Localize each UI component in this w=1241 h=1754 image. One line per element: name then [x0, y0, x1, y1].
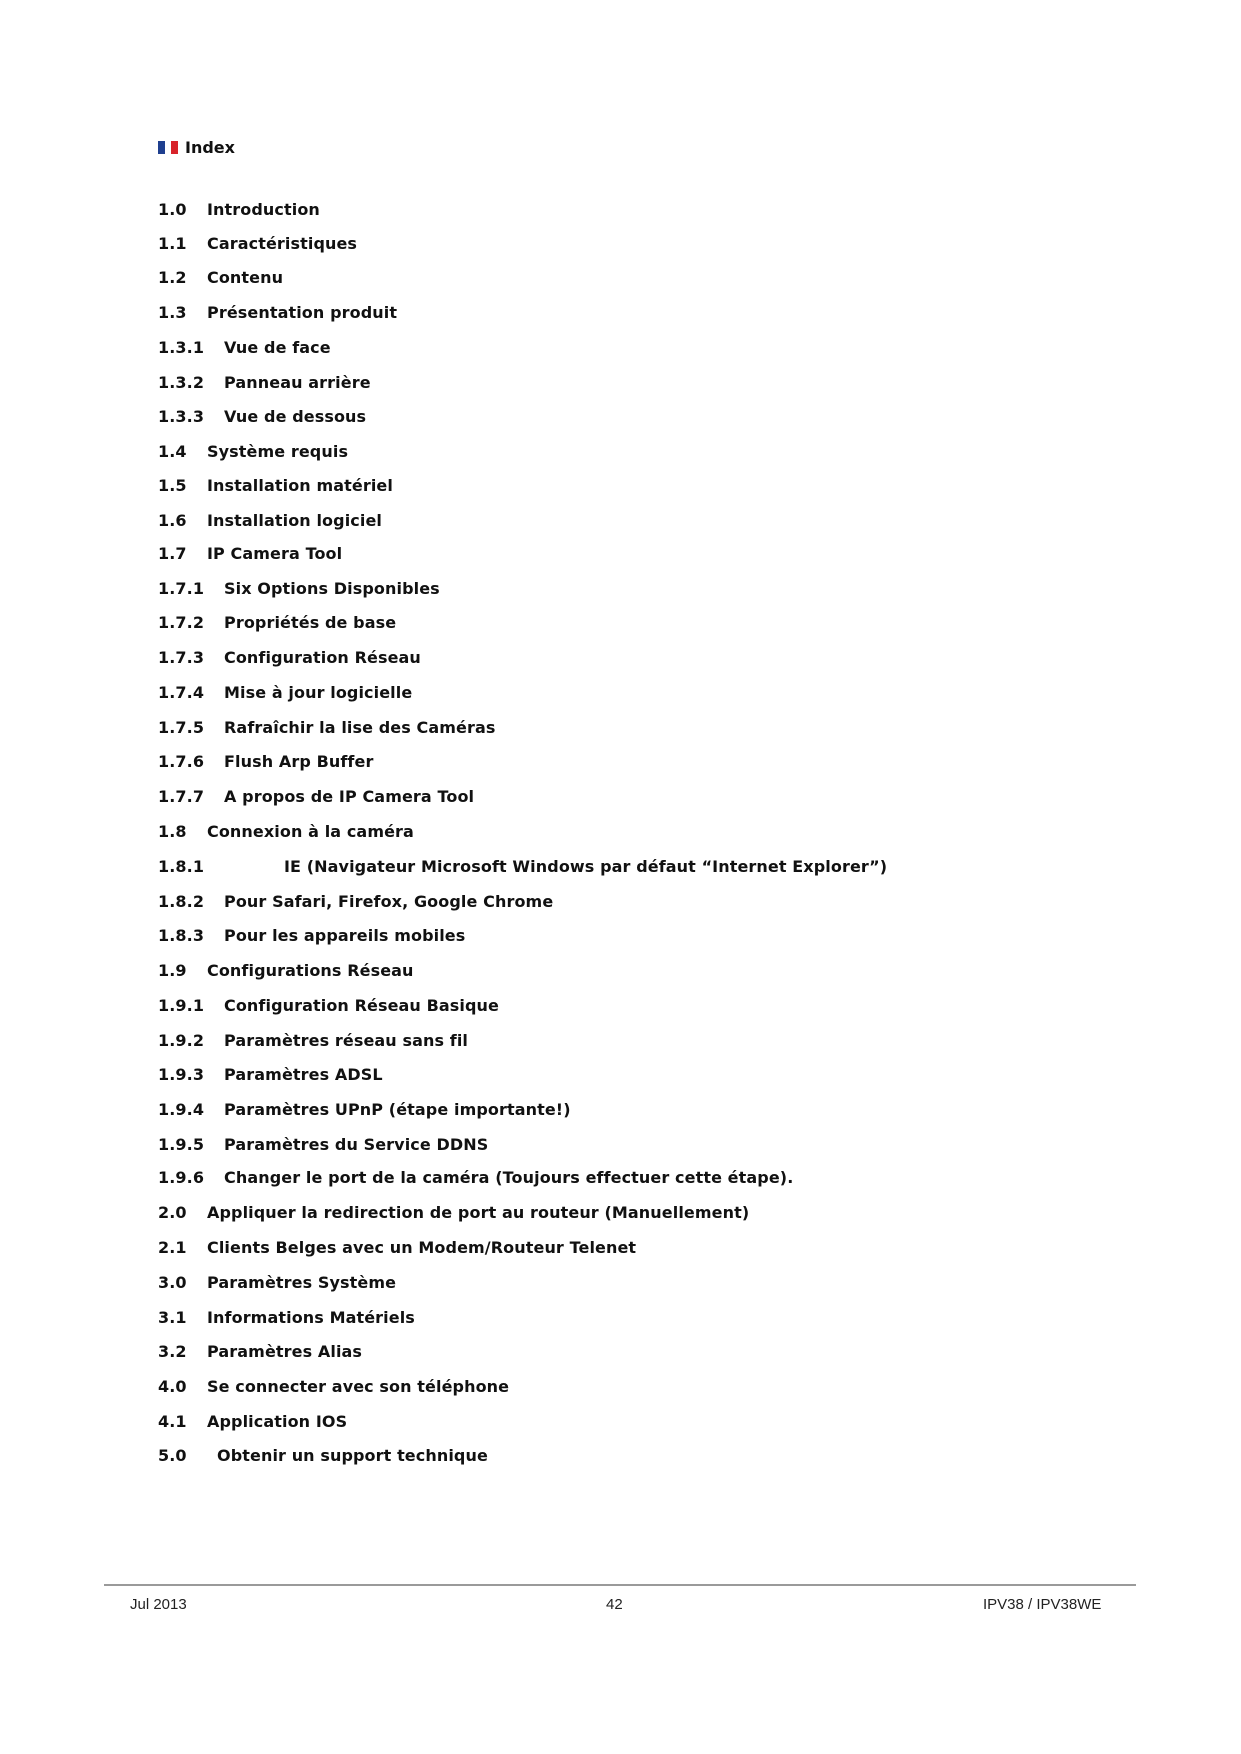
toc-item-title: Flush Arp Buffer	[224, 751, 374, 771]
footer-date: Jul 2013	[130, 1596, 187, 1613]
toc-item-number: 1.4	[158, 441, 187, 461]
toc-item-number: 1.9.2	[158, 1030, 205, 1050]
toc-item[interactable]	[158, 577, 440, 599]
toc-item-number: 1.9.5	[158, 1134, 205, 1154]
toc-item-number: 1.0	[158, 199, 187, 219]
toc-item-title: Présentation produit	[207, 302, 398, 322]
toc-item-title: Informations Matériels	[207, 1307, 415, 1327]
toc-item-title: Propriétés de base	[224, 612, 397, 632]
toc-item-number: 1.3.2	[158, 372, 205, 392]
toc-item[interactable]	[158, 1236, 636, 1258]
toc-item[interactable]	[158, 681, 412, 703]
toc-item-number: 1.7	[158, 543, 187, 563]
toc-item[interactable]	[158, 646, 421, 668]
toc-item-number: 1.7.3	[158, 647, 205, 667]
toc-item[interactable]	[158, 855, 887, 877]
toc-item-title: Configuration Réseau Basique	[224, 995, 499, 1015]
toc-item-number: 5.0	[158, 1445, 187, 1465]
toc-item-number: 3.1	[158, 1307, 187, 1327]
toc-item-number: 1.9	[158, 960, 187, 980]
toc-item-title: Configuration Réseau	[224, 647, 421, 667]
toc-item-title: Installation logiciel	[207, 510, 382, 530]
toc-item[interactable]	[158, 716, 496, 738]
toc-item-number: 4.1	[158, 1411, 187, 1431]
toc-item-title: Application IOS	[207, 1411, 348, 1431]
toc-item-title: Paramètres réseau sans fil	[224, 1030, 468, 1050]
footer-page-number: 42	[606, 1596, 623, 1613]
toc-item-number: 1.6	[158, 510, 187, 530]
toc-item-number: 2.1	[158, 1237, 187, 1257]
toc-item[interactable]	[158, 405, 366, 427]
toc-item[interactable]	[158, 232, 357, 254]
toc-item-number: 1.9.3	[158, 1064, 205, 1084]
flag-stripe-blue	[158, 141, 165, 154]
index-title: Index	[185, 138, 235, 157]
toc-item[interactable]	[158, 890, 553, 912]
toc-item-title: Mise à jour logicielle	[224, 682, 413, 702]
toc-item[interactable]	[158, 371, 371, 393]
toc-item-title: Six Options Disponibles	[224, 578, 440, 598]
toc-item-number: 1.2	[158, 267, 187, 287]
toc-item-title: Système requis	[207, 441, 349, 461]
toc-item-number: 1.3.3	[158, 406, 205, 426]
toc-item-number: 1.7.7	[158, 786, 205, 806]
toc-item-title: Installation matériel	[207, 475, 393, 495]
toc-item[interactable]	[158, 1133, 488, 1155]
toc-item[interactable]	[158, 994, 499, 1016]
toc-item-title: Configurations Réseau	[207, 960, 414, 980]
toc-item-title: Pour les appareils mobiles	[224, 925, 466, 945]
toc-item-title: Paramètres UPnP (étape importante!)	[224, 1099, 571, 1119]
toc-item-title: A propos de IP Camera Tool	[224, 786, 475, 806]
toc-item-number: 1.8.3	[158, 925, 205, 945]
toc-item[interactable]	[158, 1271, 396, 1293]
toc-item-title: IP Camera Tool	[207, 543, 343, 563]
toc-item-number: 1.8.2	[158, 891, 205, 911]
toc-item-title: Caractéristiques	[207, 233, 358, 253]
footer-divider	[104, 1584, 1136, 1586]
toc-item[interactable]	[158, 440, 348, 462]
toc-item-title: Introduction	[207, 199, 320, 219]
toc-item[interactable]	[158, 1063, 383, 1085]
toc-item-number: 1.7.4	[158, 682, 205, 702]
toc-item-number: 1.7.5	[158, 717, 205, 737]
toc-item-number: 1.7.2	[158, 612, 205, 632]
toc-item-number: 1.8	[158, 821, 187, 841]
toc-item-title: Paramètres Système	[207, 1272, 397, 1292]
toc-item[interactable]	[158, 1340, 362, 1362]
toc-item[interactable]	[158, 198, 320, 220]
toc-item-number: 1.9.4	[158, 1099, 205, 1119]
toc-item[interactable]	[158, 1166, 793, 1188]
toc-item-title: Paramètres ADSL	[224, 1064, 383, 1084]
toc-item-number: 1.3.1	[158, 337, 205, 357]
toc-item[interactable]	[158, 959, 414, 981]
toc-item-title: Obtenir un support technique	[217, 1445, 488, 1465]
flag-stripe-red	[171, 141, 178, 154]
toc-item-title: Changer le port de la caméra (Toujours effectuer cette étape).	[224, 1167, 794, 1187]
toc-item-title: Se connecter avec son téléphone	[207, 1376, 510, 1396]
toc-item-title: Clients Belges avec un Modem/Routeur Telenet	[207, 1237, 637, 1257]
toc-item-title: Paramètres Alias	[207, 1341, 363, 1361]
toc-item[interactable]	[158, 1098, 571, 1120]
toc-item-number: 1.7.1	[158, 578, 205, 598]
toc-item-number: 2.0	[158, 1202, 187, 1222]
toc-item[interactable]	[158, 750, 373, 772]
flag-stripe-white	[165, 141, 172, 154]
index-heading	[158, 138, 235, 157]
toc-item[interactable]	[158, 509, 382, 531]
toc-item-number: 1.1	[158, 233, 187, 253]
toc-item[interactable]	[158, 1375, 509, 1397]
toc-item-title: Vue de dessous	[224, 406, 367, 426]
toc-item[interactable]	[158, 1410, 347, 1432]
toc-item[interactable]	[158, 1201, 749, 1223]
toc-item-title: Vue de face	[224, 337, 331, 357]
toc-item[interactable]	[158, 924, 465, 946]
toc-item-number: 1.8.1	[158, 856, 205, 876]
footer-model: IPV38 / IPV38WE	[983, 1596, 1102, 1613]
toc-item[interactable]	[158, 301, 397, 323]
toc-item-title: Rafraîchir la lise des Caméras	[224, 717, 496, 737]
toc-item[interactable]	[158, 542, 342, 564]
toc-item-number: 1.9.1	[158, 995, 205, 1015]
toc-item-title: Panneau arrière	[224, 372, 371, 392]
toc-item[interactable]	[158, 1306, 415, 1328]
toc-item-number: 1.3	[158, 302, 187, 322]
toc-item[interactable]	[158, 820, 414, 842]
toc-item[interactable]	[158, 1444, 488, 1466]
toc-item-title: Paramètres du Service DDNS	[224, 1134, 489, 1154]
toc-item[interactable]	[158, 336, 331, 358]
toc-item-number: 3.0	[158, 1272, 187, 1292]
toc-item-title: Connexion à la caméra	[207, 821, 414, 841]
toc-item-number: 4.0	[158, 1376, 187, 1396]
toc-item[interactable]	[158, 474, 393, 496]
toc-item-number: 3.2	[158, 1341, 187, 1361]
toc-item[interactable]	[158, 785, 474, 807]
toc-item-number: 1.7.6	[158, 751, 205, 771]
toc-item-title: Pour Safari, Firefox, Google Chrome	[224, 891, 554, 911]
toc-item-title: Contenu	[207, 267, 284, 287]
toc-item[interactable]	[158, 266, 283, 288]
toc-item-number: 1.5	[158, 475, 187, 495]
toc-item[interactable]	[158, 611, 396, 633]
toc-item-number: 1.9.6	[158, 1167, 205, 1187]
toc-item-title: Appliquer la redirection de port au routeur (Manuellement)	[207, 1202, 750, 1222]
toc-item[interactable]	[158, 1029, 468, 1051]
flag-france-icon	[158, 141, 178, 154]
toc-item-title: IE (Navigateur Microsoft Windows par défaut “Internet Explorer”)	[284, 856, 888, 876]
